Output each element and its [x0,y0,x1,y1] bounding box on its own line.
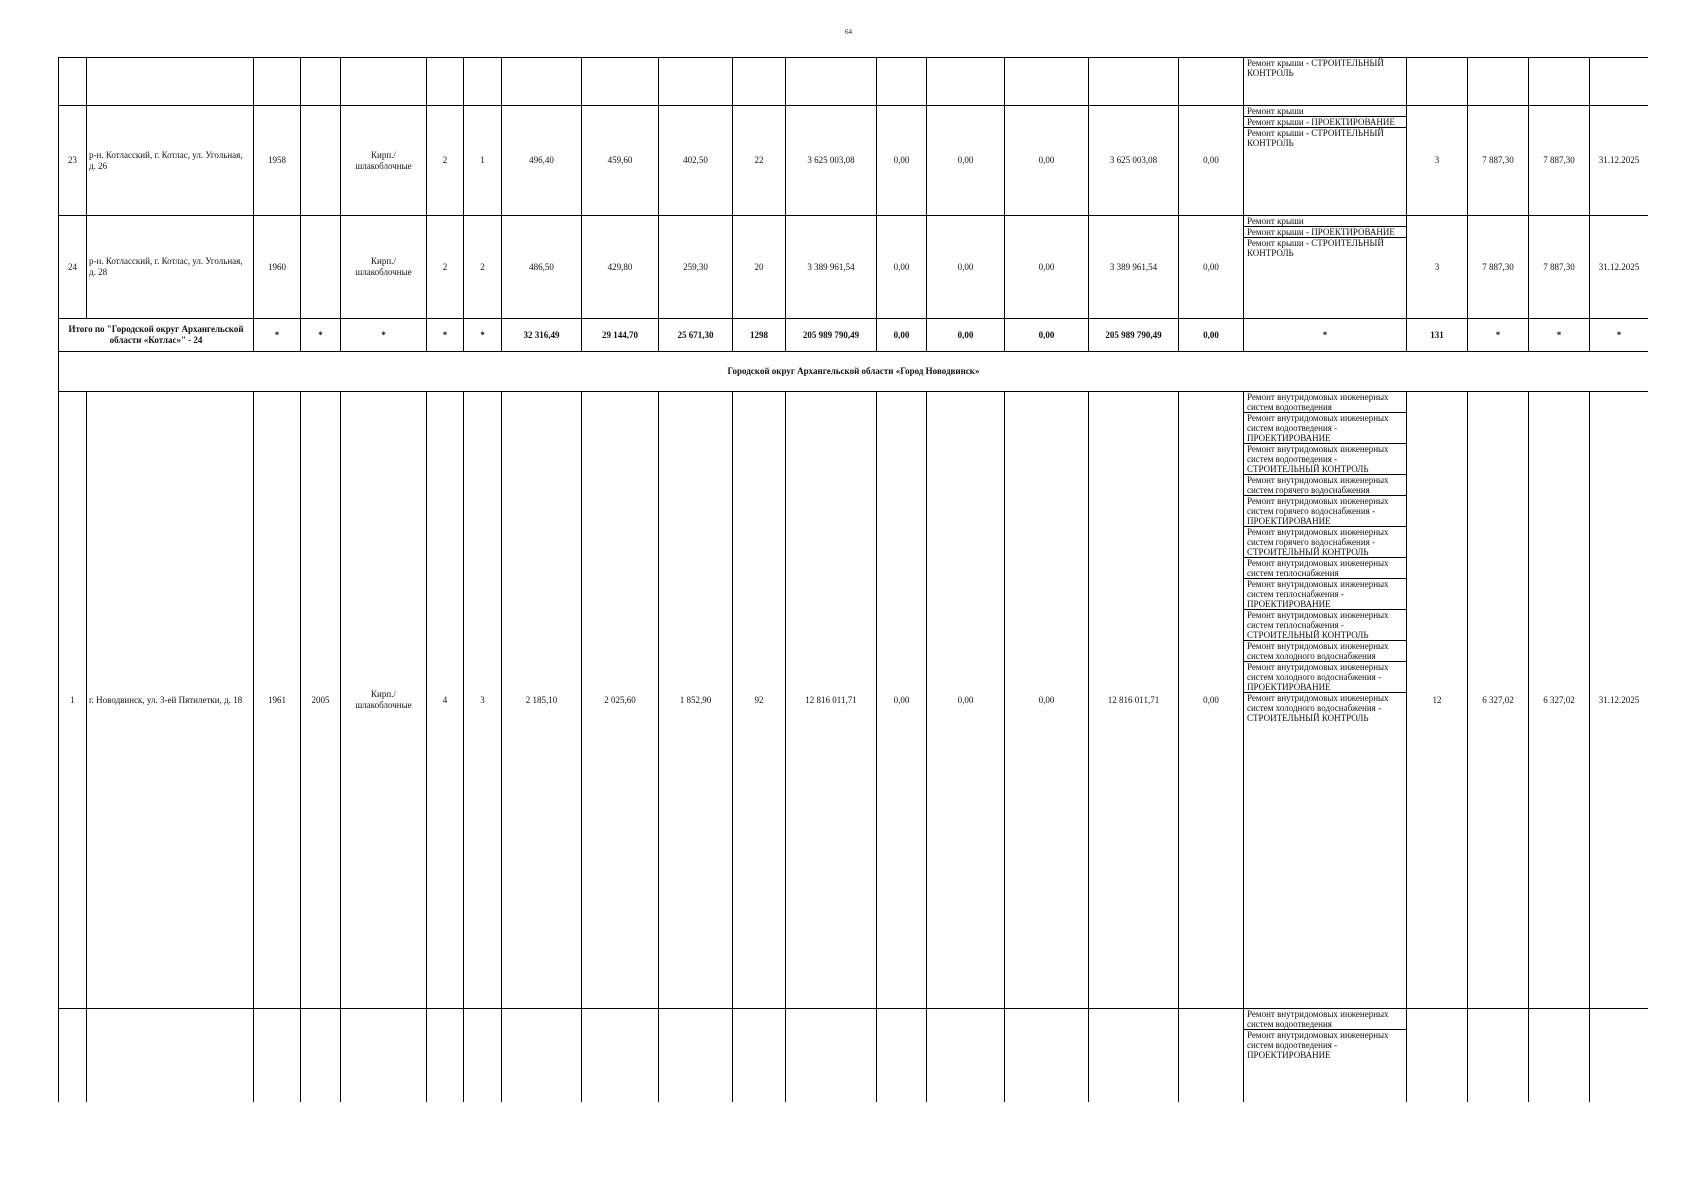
total-area-all: 29 144,70 [582,319,659,352]
cost-other: 0,00 [1179,216,1244,319]
total-work-count: 131 [1407,319,1468,352]
row-number: 1 [59,392,87,1009]
work-item: Ремонт внутридомовых инженерных систем горячего водоснабжения - СТРОИТЕЛЬНЫЙ КОНТРОЛЬ [1244,526,1406,557]
work-list [1244,216,1407,319]
cost-region: 0,00 [927,106,1005,216]
deadline: 31.12.2025 [1590,392,1649,1009]
residents: 20 [733,216,786,319]
area-total: 496,40 [502,106,582,216]
floors: 4 [427,392,464,1009]
cost-other: 0,00 [1179,106,1244,216]
cost-fund: 0,00 [877,106,927,216]
table-row [59,216,1649,319]
year-built: 1961 [254,392,301,1009]
entrances: 1 [464,106,502,216]
cost-total: 12 816 011,71 [786,392,877,1009]
year-rebuilt [301,106,341,216]
entrances: 2 [464,216,502,319]
year-rebuilt [301,216,341,319]
work-count: 12 [1407,392,1468,1009]
year-rebuilt: 2005 [301,392,341,1009]
work-item: Ремонт крыши - ПРОЕКТИРОВАНИЕ [1244,116,1406,127]
work-list [1244,106,1407,216]
address: р-н. Котласский, г. Котлас, ул. Угольная, д. 28 [87,216,254,319]
address: р-н. Котласский, г. Котлас, ул. Угольная, д. 26 [87,106,254,216]
cost-total: 3 625 003,08 [786,106,877,216]
table-row [59,58,1649,106]
total-row [59,319,1649,352]
cost-fund: 0,00 [877,392,927,1009]
area-all: 459,60 [582,106,659,216]
unit-limit: 7 887,30 [1529,106,1590,216]
work-item: Ремонт крыши - СТРОИТЕЛЬНЫЙ КОНТРОЛЬ [1244,237,1406,258]
floors: 2 [427,216,464,319]
residents: 22 [733,106,786,216]
entrances: 3 [464,392,502,1009]
work-item: Ремонт внутридомовых инженерных систем теплоснабжения - ПРОЕКТИРОВАНИЕ [1244,578,1406,609]
work-item: Ремонт крыши - СТРОИТЕЛЬНЫЙ КОНТРОЛЬ [1247,58,1384,78]
work-list [1244,392,1407,1009]
area-total: 486,50 [502,216,582,319]
total-cost-local: 0,00 [1005,319,1089,352]
cost-fund: 0,00 [877,216,927,319]
capital-repair-table [58,57,1648,1102]
area-all: 2 025,60 [582,392,659,1009]
cost-owners: 3 625 003,08 [1089,106,1179,216]
work-item: Ремонт внутридомовых инженерных систем холодного водоснабжения - СТРОИТЕЛЬНЫЙ КОНТРОЛЬ [1244,692,1406,723]
cost-region: 0,00 [927,392,1005,1009]
work-list [1244,58,1407,106]
unit-cost: 7 887,30 [1468,106,1529,216]
table-row [59,1009,1649,1103]
section-row [59,352,1649,392]
work-item: Ремонт внутридомовых инженерных систем водоотведения - ПРОЕКТИРОВАНИЕ [1244,412,1406,443]
total-cost-owners: 205 989 790,49 [1089,319,1179,352]
total-entrances: * [464,319,502,352]
deadline: 31.12.2025 [1590,106,1649,216]
work-item: Ремонт внутридомовых инженерных систем теплоснабжения - СТРОИТЕЛЬНЫЙ КОНТРОЛЬ [1244,609,1406,640]
work-item: Ремонт внутридомовых инженерных систем холодного водоснабжения [1244,640,1406,661]
cost-owners: 3 389 961,54 [1089,216,1179,319]
cost-total: 3 389 961,54 [786,216,877,319]
total-cost-other: 0,00 [1179,319,1244,352]
total-area-total: 32 316,49 [502,319,582,352]
total-year-built: * [254,319,301,352]
section-title: Городской округ Архангельской области «Город Новодвинск» [59,352,1649,392]
residents: 92 [733,392,786,1009]
total-floors: * [427,319,464,352]
total-area-living: 25 671,30 [659,319,733,352]
cost-local: 0,00 [1005,106,1089,216]
work-count: 3 [1407,106,1468,216]
work-item: Ремонт крыши [1247,216,1304,226]
cost-local: 0,00 [1005,392,1089,1009]
area-total: 2 185,10 [502,392,582,1009]
area-all: 429,80 [582,216,659,319]
work-item: Ремонт внутридомовых инженерных систем водоотведения - ПРОЕКТИРОВАНИЕ [1244,1029,1406,1060]
total-cost-fund: 0,00 [877,319,927,352]
address: г. Новодвинск, ул. 3-ей Пятилетки, д. 18 [87,392,254,1009]
area-living: 402,50 [659,106,733,216]
row-number: 23 [59,106,87,216]
work-item: Ремонт внутридомовых инженерных систем холодного водоснабжения - ПРОЕКТИРОВАНИЕ [1244,661,1406,692]
work-item: Ремонт внутридомовых инженерных систем горячего водоснабжения [1244,474,1406,495]
total-wall: * [341,319,427,352]
wall-material: Кирп./ шлакоблочные [341,216,427,319]
year-built: 1960 [254,216,301,319]
total-residents: 1298 [733,319,786,352]
work-list [1244,1009,1407,1103]
year-built: 1958 [254,106,301,216]
wall-material: Кирп./ шлакоблочные [341,392,427,1009]
unit-limit: 6 327,02 [1529,392,1590,1009]
unit-cost: 6 327,02 [1468,392,1529,1009]
cost-region: 0,00 [927,216,1005,319]
total-deadline: * [1590,319,1649,352]
total-cost-total: 205 989 790,49 [786,319,877,352]
work-count: 3 [1407,216,1468,319]
total-unit-limit: * [1529,319,1590,352]
table-row [59,106,1649,216]
work-item: Ремонт крыши - ПРОЕКТИРОВАНИЕ [1244,226,1406,237]
total-cost-region: 0,00 [927,319,1005,352]
cost-owners: 12 816 011,71 [1089,392,1179,1009]
work-item: Ремонт внутридомовых инженерных систем водоотведения [1247,1009,1389,1029]
total-works: * [1244,319,1407,352]
table [58,57,1648,1102]
work-item: Ремонт внутридомовых инженерных систем водоотведения - СТРОИТЕЛЬНЫЙ КОНТРОЛЬ [1244,443,1406,474]
cost-local: 0,00 [1005,216,1089,319]
work-item: Ремонт крыши [1247,106,1304,116]
area-living: 259,30 [659,216,733,319]
work-item: Ремонт внутридомовых инженерных систем теплоснабжения [1244,557,1406,578]
area-living: 1 852,90 [659,392,733,1009]
work-item: Ремонт крыши - СТРОИТЕЛЬНЫЙ КОНТРОЛЬ [1244,127,1406,148]
cost-other: 0,00 [1179,392,1244,1009]
total-unit-cost: * [1468,319,1529,352]
work-item: Ремонт внутридомовых инженерных систем водоотведения [1247,392,1389,412]
row-number: 24 [59,216,87,319]
floors: 2 [427,106,464,216]
work-item: Ремонт внутридомовых инженерных систем горячего водоснабжения - ПРОЕКТИРОВАНИЕ [1244,495,1406,526]
total-year-rebuilt: * [301,319,341,352]
total-label: Итого по "Городской округ Архангельской области «Котлас»" - 24 [59,319,254,352]
page-number: 64 [845,28,852,36]
table-row [59,392,1649,1009]
unit-limit: 7 887,30 [1529,216,1590,319]
deadline: 31.12.2025 [1590,216,1649,319]
unit-cost: 7 887,30 [1468,216,1529,319]
wall-material: Кирп./ шлакоблочные [341,106,427,216]
